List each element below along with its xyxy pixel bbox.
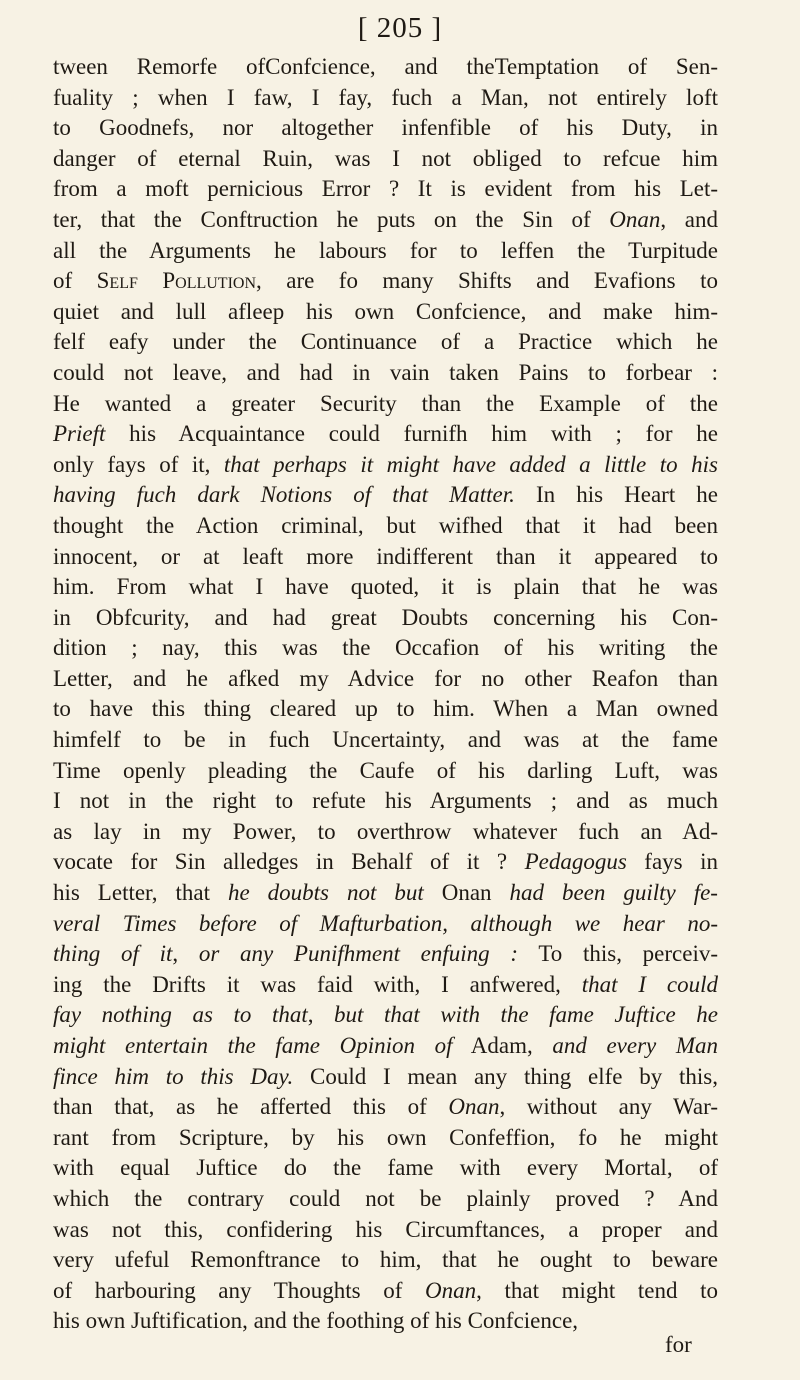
- text-segment: his own Juftification, and the foothing of his Confcience,: [53, 1308, 579, 1334]
- text-segment: him. From what I have quoted, it is plain that he was: [53, 574, 718, 600]
- text-segment: with equal Juftice do the fame with every Mortal, of: [53, 1155, 718, 1181]
- text-segment: quiet and lull afleep his own Confcience, and make him-: [53, 298, 718, 324]
- text-segment: very ufeful Remonftrance to him, that he ought to beware: [53, 1247, 718, 1273]
- text-segment: himfelf to be in fuch Uncertainty, and was at the fame: [53, 727, 718, 753]
- text-line: [53, 327, 718, 358]
- italic-text: Pedagogus: [524, 849, 627, 875]
- text-line: [53, 144, 718, 175]
- text-segment: I not in the right to refute his Arguments ; and as much: [53, 788, 718, 814]
- text-line: [53, 909, 718, 940]
- italic-text: fince him to this Day.: [53, 1063, 294, 1089]
- text-segment: fays in: [626, 849, 718, 875]
- text-segment: tween Remorfe ofConfcience, and theTemptation of Sen-: [53, 54, 718, 79]
- small-caps-text: Self Pollution: [96, 268, 257, 294]
- text-segment: ,: [172, 941, 199, 967]
- text-line: [53, 1245, 718, 1276]
- text-segment: of harbouring any Thoughts of: [53, 1277, 426, 1303]
- italic-text: having fuch dark Notions of that Matter.: [53, 482, 515, 508]
- text-segment: which the contrary could not be plainly proved ? And: [53, 1185, 718, 1211]
- italic-text: Onan: [609, 206, 661, 232]
- text-line: [53, 358, 718, 389]
- text-line: [53, 817, 718, 848]
- text-segment: He wanted a greater Security than the Example of the: [53, 390, 718, 416]
- text-segment: than that, as he afferted this of: [53, 1094, 449, 1120]
- text-segment: all the Arguments he labours for to leffen the Turpitude: [53, 237, 718, 263]
- text-line: [53, 236, 718, 267]
- text-line: [53, 389, 718, 420]
- italic-text: Onan: [425, 1277, 477, 1303]
- italic-text: Onan: [448, 1094, 500, 1120]
- text-segment: Onan: [423, 880, 510, 906]
- text-segment: Could I mean any thing elfe by this,: [293, 1063, 718, 1089]
- text-segment: as lay in my Power, to overthrow whatever fuch an Ad-: [53, 818, 718, 844]
- text-segment: from a moft pernicious Error ? It is evident from his Let-: [53, 176, 718, 202]
- text-line: [53, 511, 718, 542]
- italic-text: but that with the fame Juftice he: [334, 1002, 718, 1028]
- italic-text: might entertain the fame Opinion of: [53, 1033, 453, 1058]
- text-line: [53, 939, 718, 970]
- text-segment: to Goodnefs, nor altogether infenfible of his Duty, in: [53, 115, 718, 141]
- text-line: [53, 1184, 718, 1215]
- text-line: [53, 174, 718, 205]
- text-line: [53, 1153, 718, 1184]
- text-line: [53, 572, 718, 603]
- text-segment: , without any War-: [499, 1094, 718, 1120]
- text-segment: danger of eternal Ruin, was I not obliged to refcue him: [53, 145, 718, 171]
- page-number: [ 205 ]: [357, 12, 443, 44]
- text-line: [53, 1031, 718, 1062]
- text-line: [53, 1123, 718, 1154]
- catchword: for: [665, 1332, 692, 1357]
- text-line: [53, 52, 718, 83]
- text-line: [53, 83, 718, 114]
- text-segment: felf eafy under the Continuance of a Practice which he: [53, 329, 718, 355]
- text-segment: his Letter, that: [53, 880, 228, 906]
- text-segment: only fays of it,: [53, 451, 224, 477]
- text-line: [53, 205, 718, 236]
- text-segment: could not leave, and had in vain taken Pains to forbear :: [53, 359, 718, 385]
- text-line: [53, 1062, 718, 1093]
- text-segment: Time openly pleading the Caufe of his darling Luft, was: [53, 757, 718, 783]
- text-segment: ing the Drifts it was faid with, I anfwered,: [53, 971, 582, 997]
- italic-text: he doubts not but: [227, 880, 424, 906]
- italic-text: fay nothing as to that: [53, 1002, 308, 1028]
- text-line: [53, 1000, 718, 1031]
- text-segment: , that might tend to: [476, 1277, 719, 1303]
- text-line: [53, 633, 718, 664]
- italic-text: and every Man: [552, 1033, 718, 1058]
- text-segment: his Acquaintance could furnifh him with ; for he: [105, 421, 718, 447]
- text-line: [53, 419, 718, 450]
- text-line: [53, 1306, 718, 1337]
- text-segment: vocate for Sin alledges in Behalf of it ?: [53, 849, 525, 875]
- text-segment: innocent, or at leaft more indifferent than it appeared to: [53, 543, 718, 569]
- text-line: [53, 603, 718, 634]
- text-line: [53, 480, 718, 511]
- text-segment: To this, perceiv-: [518, 941, 719, 967]
- text-segment: Adam,: [452, 1033, 553, 1058]
- text-line: [53, 878, 718, 909]
- text-line: [53, 786, 718, 817]
- text-segment: was not this, confidering his Circumftances, a proper and: [53, 1216, 718, 1242]
- text-line: [53, 1276, 718, 1307]
- text-line: [53, 970, 718, 1001]
- italic-text: thing of it: [53, 941, 173, 967]
- text-line: [53, 847, 718, 878]
- text-segment: thought the Action criminal, but wifhed that it had been: [53, 512, 718, 538]
- text-segment: , are fo many Shifts and Evafions to: [256, 268, 718, 294]
- text-segment: ,: [307, 1002, 335, 1028]
- text-line: [53, 725, 718, 756]
- text-segment: in Obfcurity, and had great Doubts concerning his Con-: [53, 604, 718, 630]
- text-segment: dition ; nay, this was the Occafion of his writing the: [53, 635, 718, 661]
- italic-text: that perhaps it might have added a little to his: [223, 451, 718, 477]
- italic-text: had been guilty fe-: [509, 880, 718, 906]
- text-line: [53, 756, 718, 787]
- text-segment: rant from Scripture, by his own Confeffion, fo he might: [53, 1124, 718, 1150]
- text-segment: fuality ; when I faw, I fay, fuch a Man, not entirely loft: [53, 84, 718, 110]
- text-line: [53, 266, 718, 297]
- text-line: [53, 450, 718, 481]
- italic-text: Prieft: [53, 421, 106, 447]
- text-segment: In his Heart he: [514, 482, 718, 508]
- text-line: [53, 113, 718, 144]
- text-segment: of: [53, 268, 97, 294]
- text-line: [53, 694, 718, 725]
- body-text: [53, 52, 718, 1337]
- italic-text: that I could: [581, 971, 718, 997]
- text-segment: , and: [660, 206, 718, 232]
- text-segment: Letter, and he afked my Advice for no other Reafon than: [53, 665, 718, 691]
- text-segment: to have this thing cleared up to him. When a Man owned: [53, 696, 718, 722]
- text-line: [53, 664, 718, 695]
- text-line: [53, 1215, 718, 1246]
- text-segment: ter, that the Conftruction he puts on the Sin of: [53, 206, 610, 232]
- text-line: [53, 297, 718, 328]
- italic-text: veral Times before of Mafturbation, although we hear no-: [53, 910, 718, 936]
- text-line: [53, 1092, 718, 1123]
- text-line: [53, 542, 718, 573]
- italic-text: or any Punifhment enfuing :: [198, 941, 519, 967]
